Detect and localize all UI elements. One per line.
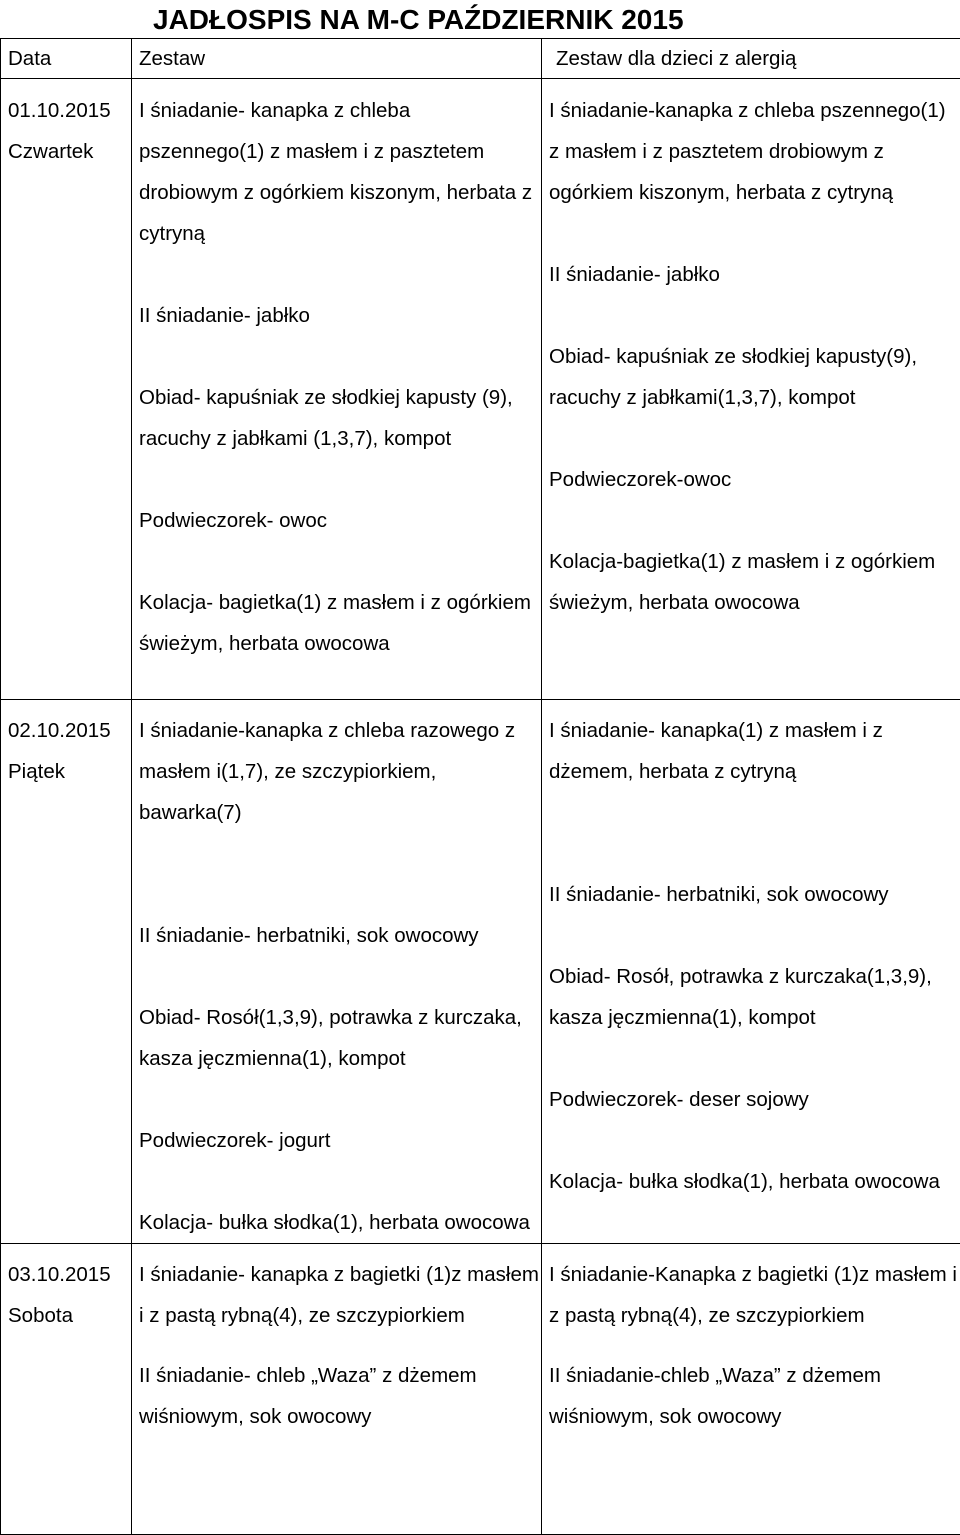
meal-second-breakfast: II śniadanie- herbatniki, sok owocowy xyxy=(139,915,541,956)
meal-breakfast: I śniadanie- kanapka(1) z masłem i z dżemem, herbata z cytryną xyxy=(549,710,960,792)
meal-second-breakfast: II śniadanie- chleb „Waza” z dżemem wiśniowym, sok owocowy xyxy=(139,1355,541,1437)
meal-dinner: Kolacja- bagietka(1) z masłem i z ogórkiem świeżym, herbata owocowa xyxy=(139,582,541,664)
set-cell xyxy=(132,79,542,700)
meal-afternoon-snack: Podwieczorek-owoc xyxy=(549,459,960,500)
meal-lunch: Obiad- Rosół, potrawka z kurczaka(1,3,9), kasza jęczmienna(1), kompot xyxy=(549,956,960,1038)
page-title: JADŁOSPIS NA M-C PAŹDZIERNIK 2015 xyxy=(153,4,684,36)
allergy-set-cell xyxy=(542,1244,960,1535)
day-weekday: Piątek xyxy=(8,751,131,792)
header-set: Zestaw xyxy=(132,39,542,79)
header-allergy-set: Zestaw dla dzieci z alergią xyxy=(542,39,960,79)
header-date: Data xyxy=(1,39,132,79)
day-cell xyxy=(1,1244,132,1535)
meal-breakfast: I śniadanie- kanapka z bagietki (1)z masłem i z pastą rybną(4), ze szczypiorkiem xyxy=(139,1254,541,1336)
day-weekday: Sobota xyxy=(8,1295,131,1336)
meal-afternoon-snack: Podwieczorek- deser sojowy xyxy=(549,1079,960,1120)
header-row xyxy=(1,39,960,79)
day-row xyxy=(1,1244,960,1535)
meal-lunch: Obiad- kapuśniak ze słodkiej kapusty(9), racuchy z jabłkami(1,3,7), kompot xyxy=(549,336,960,418)
meal-breakfast: I śniadanie- kanapka z chleba pszennego(1) z masłem i z pasztetem drobiowym z ogórkiem kiszonym, herbata z cytryną xyxy=(139,90,541,254)
day-row xyxy=(1,700,960,1244)
meal-second-breakfast: II śniadanie- herbatniki, sok owocowy xyxy=(549,874,960,915)
menu-table xyxy=(0,38,960,1535)
meal-afternoon-snack: Podwieczorek- jogurt xyxy=(139,1120,541,1161)
day-date: 03.10.2015 xyxy=(8,1254,131,1295)
meal-dinner: Kolacja-bagietka(1) z masłem i z ogórkiem świeżym, herbata owocowa xyxy=(549,541,960,623)
day-cell xyxy=(1,700,132,1244)
meal-dinner: Kolacja- bułka słodka(1), herbata owocowa xyxy=(549,1161,960,1202)
meal-afternoon-snack: Podwieczorek- owoc xyxy=(139,500,541,541)
meal-lunch: Obiad- kapuśniak ze słodkiej kapusty (9), racuchy z jabłkami (1,3,7), kompot xyxy=(139,377,541,459)
set-cell xyxy=(132,700,542,1244)
allergy-set-cell xyxy=(542,79,960,700)
meal-breakfast: I śniadanie-kanapka z chleba pszennego(1) z masłem i z pasztetem drobiowym z ogórkiem kiszonym, herbata z cytryną xyxy=(549,90,960,213)
day-row xyxy=(1,79,960,700)
meal-dinner: Kolacja- bułka słodka(1), herbata owocowa xyxy=(139,1202,541,1243)
allergy-set-cell xyxy=(542,700,960,1244)
meal-breakfast: I śniadanie-kanapka z chleba razowego z masłem i(1,7), ze szczypiorkiem, bawarka(7) xyxy=(139,710,541,833)
set-cell xyxy=(132,1244,542,1535)
day-weekday: Czwartek xyxy=(8,131,131,172)
meal-lunch: Obiad- Rosół(1,3,9), potrawka z kurczaka, kasza jęczmienna(1), kompot xyxy=(139,997,541,1079)
meal-breakfast: I śniadanie-Kanapka z bagietki (1)z masłem i z pastą rybną(4), ze szczypiorkiem xyxy=(549,1254,960,1336)
day-date: 01.10.2015 xyxy=(8,90,131,131)
meal-second-breakfast: II śniadanie-chleb „Waza” z dżemem wiśniowym, sok owocowy xyxy=(549,1355,960,1437)
day-date: 02.10.2015 xyxy=(8,710,131,751)
day-cell xyxy=(1,79,132,700)
meal-second-breakfast: II śniadanie- jabłko xyxy=(139,295,541,336)
meal-second-breakfast: II śniadanie- jabłko xyxy=(549,254,960,295)
